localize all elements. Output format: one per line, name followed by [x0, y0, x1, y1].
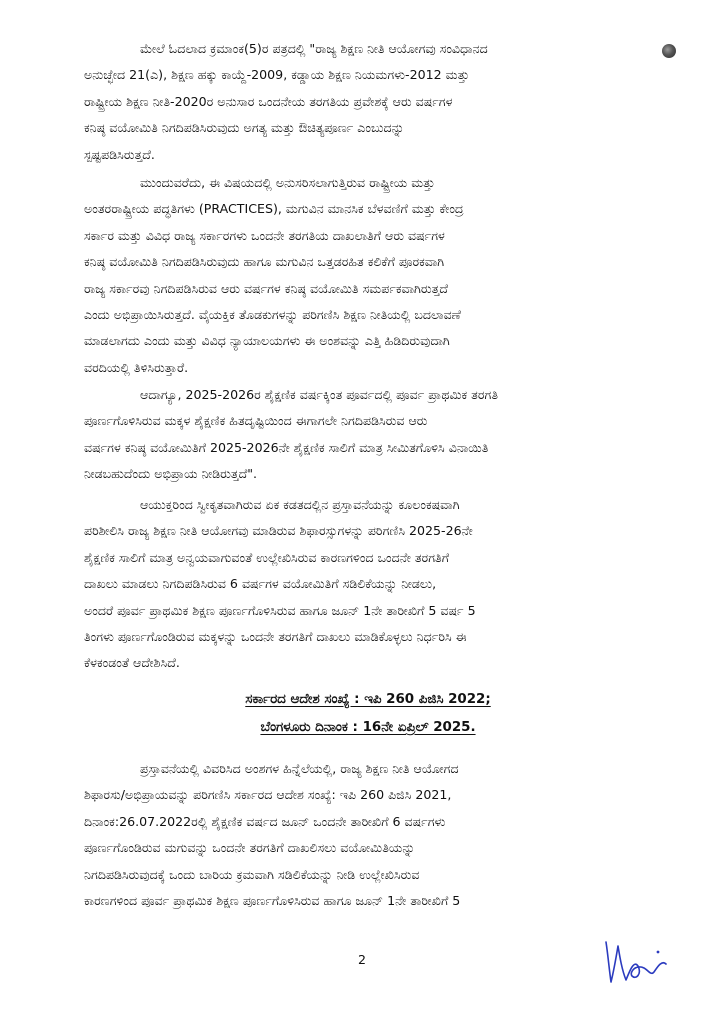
text-line: ಕಾರಣಗಳಿಂದ ಪೂರ್ವ ಪ್ರಾಥಮಿಕ ಶಿಕ್ಷಣ ಪೂರ್ಣಗೊಳಿಸಿರುವ ಹಾಗೂ ಜೂನ್ 1ನೇ ತಾರೀಖಿಗೆ 5	[84, 893, 461, 909]
text-line: ಶಿಫಾರಸು/ಅಭಿಪ್ರಾಯವನ್ನು ಪರಿಗಣಿಸಿ ಸರ್ಕಾರದ ಆದೇಶ ಸಂಖ್ಯೆ: ಇಪಿ 260 ಪಿಜಿಸಿ 2021,	[84, 787, 452, 803]
text-line: ಪ್ರಸ್ತಾವನೆಯಲ್ಲಿ ವಿವರಿಸಿದ ಅಂಶಗಳ ಹಿನ್ನೆಲೆಯಲ್ಲಿ, ರಾಜ್ಯ ಶಿಕ್ಷಣ ನೀತಿ ಆಯೋಗದ	[140, 761, 459, 776]
text-line: ಆಯುಕ್ತರಿಂದ ಸ್ವೀಕೃತವಾಗಿರುವ ಏಕ ಕಡತದಲ್ಲಿನ ಪ್ರಸ್ತಾವನೆಯನ್ನು ಕೂಲಂಕಷವಾಗಿ	[140, 497, 460, 512]
text-line: ರಾಜ್ಯ ಸರ್ಕಾರವು ನಿಗದಿಪಡಿಸಿರುವ ಆರು ವರ್ಷಗಳ ಕನಿಷ್ಠ ವಯೋಮಿತಿ ಸಮರ್ಪಕವಾಗಿರುತ್ತದೆ	[84, 280, 448, 296]
text-line: ತಿಂಗಳು ಪೂರ್ಣಗೊಂಡಿರುವ ಮಕ್ಕಳನ್ನು ಒಂದನೇ ತರಗತಿಗೆ ದಾಖಲು ಮಾಡಿಕೊಳ್ಳಲು ನಿರ್ಧರಿಸಿ ಈ	[84, 629, 467, 645]
text-line: ಮಾಡಲಾಗದು ಎಂದು ಮತ್ತು ವಿವಿಧ ನ್ಯಾಯಾಲಯಗಳು ಈ ಅಂಶವನ್ನು ಎತ್ತಿ ಹಿಡಿದಿರುವುದಾಗಿ	[84, 333, 450, 349]
text-line: ಮೇಲೆ ಓದಲಾದ ಕ್ರಮಾಂಕ(5)ರ ಪತ್ರದಲ್ಲಿ "ರಾಜ್ಯ ಶಿಕ್ಷಣ ನೀತಿ ಆಯೋಗವು ಸಂವಿಧಾನದ	[140, 41, 488, 56]
text-line: ಸರ್ಕಾರ ಮತ್ತು ವಿವಿಧ ರಾಜ್ಯ ಸರ್ಕಾರಗಳು ಒಂದನೇ ತರಗತಿಯ ದಾಖಲಾತಿಗೆ ಆರು ವರ್ಷಗಳ	[84, 227, 445, 243]
order-number: ಸರ್ಕಾರದ ಆದೇಶ ಸಂಖ್ಯೆ : ಇಪಿ 260 ಪಿಜಿಸಿ 2022;	[245, 692, 491, 707]
text-line: ಪೂರ್ಣಗೊಳಿಸಿರುವ ಮಕ್ಕಳ ಶೈಕ್ಷಣಿಕ ಹಿತದೃಷ್ಟಿಯಿಂದ ಈಗಾಗಲೇ ನಿಗದಿಪಡಿಸಿರುವ ಆರು	[84, 413, 428, 429]
text-line: ದಾಖಲು ಮಾಡಲು ನಿಗದಿಪಡಿಸಿರುವ 6 ವರ್ಷಗಳ ವಯೋಮಿತಿಗೆ ಸಡಿಲಿಕೆಯನ್ನು ನೀಡಲು,	[84, 576, 437, 592]
text-line: ಕನಿಷ್ಠ ವಯೋಮಿತಿ ನಿಗದಿಪಡಿಸಿರುವುದು ಹಾಗೂ ಮಗುವಿನ ಒತ್ತಡರಹಿತ ಕಲಿಕೆಗೆ ಪೂರಕವಾಗಿ	[84, 254, 445, 270]
page-number: 2	[357, 952, 366, 967]
text-line: ಕನಿಷ್ಠ ವಯೋಮಿತಿ ನಿಗದಿಪಡಿಸಿರುವುದು ಅಗತ್ಯ ಮತ್ತು ಔಚಿತ್ಯಪೂರ್ಣ ಎಂಬುದನ್ನು	[84, 120, 405, 136]
text-line: ಸ್ಪಷ್ಟಪಡಿಸಿರುತ್ತದೆ.	[84, 146, 155, 162]
text-line: ಪೂರ್ಣಗೊಂಡಿರುವ ಮಗುವನ್ನು ಒಂದನೇ ತರಗತಿಗೆ ದಾಖಲಿಸಲು ವಯೋಮಿತಿಯನ್ನು	[84, 840, 416, 856]
text-line: ವರ್ಷಗಳ ಕನಿಷ್ಠ ವಯೋಮಿತಿಗೆ 2025-2026ನೇ ಶೈಕ್ಷಣಿಕ ಸಾಲಿಗೆ ಮಾತ್ರ ಸೀಮಿತಗೊಳಿಸಿ ವಿನಾಯಿತಿ	[84, 439, 489, 455]
handwritten-signature	[596, 930, 676, 990]
text-line: ಅಂತರರಾಷ್ಟ್ರೀಯ ಪದ್ಧತಿಗಳು (PRACTICES), ಮಗುವಿನ ಮಾನಸಿಕ ಬೆಳವಣಿಗೆ ಮತ್ತು ಕೇಂದ್ರ	[84, 201, 464, 217]
text-line: ಎಂದು ಅಭಿಪ್ರಾಯಿಸಿರುತ್ತದೆ. ವೈಯಕ್ತಿಕ ತೊಡಕುಗಳನ್ನು ಪರಿಗಣಿಸಿ ಶಿಕ್ಷಣ ನೀತಿಯಲ್ಲಿ ಬದಲಾವಣೆ	[84, 307, 461, 323]
text-line: ವರದಿಯಲ್ಲಿ ತಿಳಿಸಿರುತ್ತಾರೆ.	[84, 359, 189, 375]
text-line: ಕೆಳಕಂಡಂತೆ ಆದೇಶಿಸಿದೆ.	[84, 655, 180, 671]
government-order-heading	[84, 686, 652, 742]
punch-hole-dot	[662, 44, 676, 58]
text-line: ಪರಿಶೀಲಿಸಿ ರಾಜ್ಯ ಶಿಕ್ಷಣ ನೀತಿ ಆಯೋಗವು ಮಾಡಿರುವ ಶಿಫಾರಸ್ಸುಗಳನ್ನು ಪರಿಗಣಿಸಿ 2025-26ನೇ	[84, 523, 473, 539]
text-line: ದಿನಾಂಕ:26.07.2022ರಲ್ಲಿ ಶೈಕ್ಷಣಿಕ ವರ್ಷದ ಜೂನ್ ಒಂದನೇ ತಾರೀಖಿಗೆ 6 ವರ್ಷಗಳು	[84, 813, 446, 829]
text-line: ಶೈಕ್ಷಣಿಕ ಸಾಲಿಗೆ ಮಾತ್ರ ಅನ್ವಯವಾಗುವಂತೆ ಉಲ್ಲೇಖಿಸಿರುವ ಕಾರಣಗಳಿಂದ ಒಂದನೇ ತರಗತಿಗೆ	[84, 549, 450, 565]
paragraph-1	[84, 36, 652, 168]
order-date: ಬೆಂಗಳೂರು ದಿನಾಂಕ : 16ನೇ ಏಪ್ರಿಲ್ 2025.	[260, 720, 476, 735]
text-line: ಅನುಚ್ಛೇದ 21(ಎ), ಶಿಕ್ಷಣ ಹಕ್ಕು ಕಾಯ್ದೆ-2009, ಕಡ್ಡಾಯ ಶಿಕ್ಷಣ ನಿಯಮಗಳು-2012 ಮತ್ತು	[84, 67, 470, 83]
text-line: ರಾಷ್ಟ್ರೀಯ ಶಿಕ್ಷಣ ನೀತಿ-2020ರ ಅನುಸಾರ ಒಂದನೇಯ ತರಗತಿಯ ಪ್ರವೇಶಕ್ಕೆ ಆರು ವರ್ಷಗಳ	[84, 93, 453, 109]
text-line: ನಿಗದಿಪಡಿಸಿರುವುದಕ್ಕೆ ಒಂದು ಬಾರಿಯ ಕ್ರಮವಾಗಿ ಸಡಿಲಿಕೆಯನ್ನು ನೀಡಿ ಉಲ್ಲೇಖಿಸಿರುವ	[84, 866, 420, 882]
paragraph-5	[84, 756, 652, 914]
paragraph-3	[84, 382, 652, 488]
paragraph-4	[84, 492, 652, 677]
paragraph-2	[84, 170, 652, 381]
text-line: ನೀಡಬಹುದೆಂದು ಅಭಿಪ್ರಾಯ ನೀಡಿರುತ್ತದೆ".	[84, 466, 258, 482]
text-line: ಮುಂದುವರೆದು, ಈ ವಿಷಯದಲ್ಲಿ ಅನುಸರಿಸಲಾಗುತ್ತಿರುವ ರಾಷ್ಟ್ರೀಯ ಮತ್ತು	[140, 175, 435, 190]
text-line: ಆದಾಗ್ಯೂ, 2025-2026ರ ಶೈಕ್ಷಣಿಕ ವರ್ಷಕ್ಕಿಂತ ಪೂರ್ವದಲ್ಲಿ ಪೂರ್ವ ಪ್ರಾಥಮಿಕ ತರಗತಿ	[140, 387, 498, 402]
text-line: ಅಂದರೆ ಪೂರ್ವ ಪ್ರಾಥಮಿಕ ಶಿಕ್ಷಣ ಪೂರ್ಣಗೊಳಿಸಿರುವ ಹಾಗೂ ಜೂನ್ 1ನೇ ತಾರೀಖಿಗೆ 5 ವರ್ಷ 5	[84, 602, 476, 618]
